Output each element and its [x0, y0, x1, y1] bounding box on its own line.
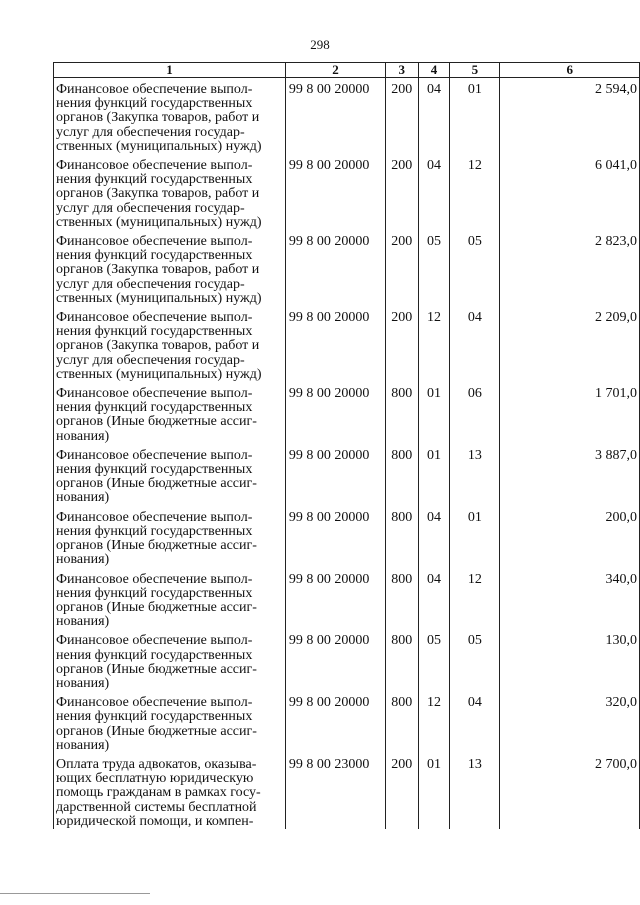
- row-vr-cell: 200: [385, 753, 418, 829]
- row-name-line: юридической помощи, и компен-: [56, 813, 254, 829]
- row-name-line: дарственной системы бесплатной: [56, 799, 257, 815]
- row-code-cell: 99 8 00 23000: [285, 753, 385, 829]
- row-pr-cell: 04: [450, 691, 500, 753]
- row-sum-cell: 200,0: [500, 506, 640, 568]
- row-pr-cell: 05: [450, 629, 500, 691]
- row-pr-cell: 01: [450, 506, 500, 568]
- row-code-cell: 99 8 00 20000: [285, 154, 385, 230]
- row-name-line: услуг для обеспечения государ-: [56, 124, 245, 140]
- row-name-cell: [54, 382, 286, 444]
- row-pr-cell: 01: [450, 78, 500, 155]
- row-name-line: нения функций государственных: [56, 172, 253, 188]
- row-name-line: ственных (муниципальных) нужд): [56, 214, 262, 230]
- row-name-line: органов (Иные бюджетные ассиг-: [56, 476, 257, 492]
- row-vr-cell: 800: [385, 506, 418, 568]
- row-name-line: нования): [56, 552, 110, 568]
- header-col-6: 6: [500, 63, 640, 78]
- row-vr-cell: 200: [385, 154, 418, 230]
- header-col-3: 3: [385, 63, 418, 78]
- row-vr-cell: 800: [385, 382, 418, 444]
- row-code-cell: 99 8 00 20000: [285, 506, 385, 568]
- row-name-line: органов (Закупка товаров, работ и: [56, 110, 260, 126]
- row-code-cell: 99 8 00 20000: [285, 629, 385, 691]
- row-name-line: нения функций государственных: [56, 400, 253, 416]
- row-name-line: услуг для обеспечения государ-: [56, 276, 245, 292]
- row-name-line: органов (Иные бюджетные ассиг-: [56, 538, 257, 554]
- row-name-line: Финансовое обеспечение выпол-: [56, 571, 253, 587]
- table-row: [54, 306, 640, 382]
- row-name-line: нования): [56, 737, 110, 753]
- row-name-cell: [54, 753, 286, 829]
- row-name-line: органов (Закупка товаров, работ и: [56, 262, 260, 278]
- row-rz-cell: 05: [418, 629, 450, 691]
- row-sum-cell: 2 594,0: [500, 78, 640, 155]
- row-rz-cell: 01: [418, 382, 450, 444]
- row-name-line: ющих бесплатную юридическую: [56, 771, 254, 787]
- row-vr-cell: 800: [385, 444, 418, 506]
- header-col-5: 5: [450, 63, 500, 78]
- row-name-cell: [54, 568, 286, 630]
- row-name-cell: [54, 78, 286, 155]
- row-sum-cell: 2 209,0: [500, 306, 640, 382]
- footer-rule: [0, 893, 150, 894]
- row-sum-cell: 3 887,0: [500, 444, 640, 506]
- table-header-row: [54, 63, 640, 78]
- row-name-line: нения функций государственных: [56, 248, 253, 264]
- row-rz-cell: 12: [418, 691, 450, 753]
- row-vr-cell: 200: [385, 78, 418, 155]
- row-code-cell: 99 8 00 20000: [285, 444, 385, 506]
- row-name-line: органов (Иные бюджетные ассиг-: [56, 661, 257, 677]
- row-name-line: Финансовое обеспечение выпол-: [56, 234, 253, 250]
- row-name-line: нения функций государственных: [56, 709, 253, 725]
- row-name-line: Оплата труда адвокатов, оказыва-: [56, 756, 257, 772]
- row-rz-cell: 04: [418, 568, 450, 630]
- row-name-line: услуг для обеспечения государ-: [56, 352, 245, 368]
- row-sum-cell: 1 701,0: [500, 382, 640, 444]
- row-name-line: органов (Закупка товаров, работ и: [56, 186, 260, 202]
- row-sum-cell: 2 700,0: [500, 753, 640, 829]
- row-name-cell: [54, 154, 286, 230]
- row-pr-cell: 06: [450, 382, 500, 444]
- table-row: [54, 506, 640, 568]
- row-sum-cell: 6 041,0: [500, 154, 640, 230]
- row-name-line: нения функций государственных: [56, 585, 253, 601]
- row-name-cell: [54, 629, 286, 691]
- row-name-line: помощь гражданам в рамках госу-: [56, 785, 261, 801]
- row-name-line: Финансовое обеспечение выпол-: [56, 633, 253, 649]
- row-name-line: ственных (муниципальных) нужд): [56, 290, 262, 306]
- row-name-line: органов (Иные бюджетные ассиг-: [56, 414, 257, 430]
- row-name-line: органов (Иные бюджетные ассиг-: [56, 723, 257, 739]
- row-name-line: Финансовое обеспечение выпол-: [56, 310, 253, 326]
- row-name-cell: [54, 306, 286, 382]
- table-row: [54, 629, 640, 691]
- row-name-line: услуг для обеспечения государ-: [56, 200, 245, 216]
- row-pr-cell: 12: [450, 154, 500, 230]
- row-name-line: нения функций государственных: [56, 523, 253, 539]
- row-name-line: Финансовое обеспечение выпол-: [56, 695, 253, 711]
- table-row: [54, 230, 640, 306]
- row-name-line: нения функций государственных: [56, 324, 253, 340]
- row-code-cell: 99 8 00 20000: [285, 230, 385, 306]
- row-name-line: нования): [56, 614, 110, 630]
- row-name-line: органов (Иные бюджетные ассиг-: [56, 599, 257, 615]
- row-sum-cell: 320,0: [500, 691, 640, 753]
- row-name-line: органов (Закупка товаров, работ и: [56, 338, 260, 354]
- header-col-2: 2: [285, 63, 385, 78]
- row-name-line: нения функций государственных: [56, 647, 253, 663]
- row-vr-cell: 800: [385, 629, 418, 691]
- table-row: [54, 568, 640, 630]
- row-rz-cell: 12: [418, 306, 450, 382]
- row-name-line: нования): [56, 675, 110, 691]
- budget-table: [53, 62, 640, 829]
- row-rz-cell: 01: [418, 444, 450, 506]
- table-row: [54, 154, 640, 230]
- row-name-cell: [54, 691, 286, 753]
- row-name-line: ственных (муниципальных) нужд): [56, 366, 262, 382]
- row-name-cell: [54, 506, 286, 568]
- row-vr-cell: 200: [385, 230, 418, 306]
- row-name-line: Финансовое обеспечение выпол-: [56, 447, 253, 463]
- row-rz-cell: 04: [418, 154, 450, 230]
- row-pr-cell: 12: [450, 568, 500, 630]
- row-name-cell: [54, 230, 286, 306]
- table-row: [54, 444, 640, 506]
- table-row: [54, 753, 640, 829]
- row-vr-cell: 800: [385, 691, 418, 753]
- row-name-line: нования): [56, 490, 110, 506]
- row-code-cell: 99 8 00 20000: [285, 568, 385, 630]
- row-sum-cell: 130,0: [500, 629, 640, 691]
- header-col-4: 4: [418, 63, 450, 78]
- table-row: [54, 691, 640, 753]
- row-code-cell: 99 8 00 20000: [285, 78, 385, 155]
- table-row: [54, 382, 640, 444]
- row-name-cell: [54, 444, 286, 506]
- row-name-line: Финансовое обеспечение выпол-: [56, 82, 253, 97]
- row-name-line: нования): [56, 428, 110, 444]
- row-name-line: Финансовое обеспечение выпол-: [56, 158, 253, 174]
- row-sum-cell: 2 823,0: [500, 230, 640, 306]
- row-pr-cell: 13: [450, 753, 500, 829]
- row-name-line: ственных (муниципальных) нужд): [56, 138, 262, 154]
- row-pr-cell: 05: [450, 230, 500, 306]
- row-pr-cell: 13: [450, 444, 500, 506]
- row-rz-cell: 04: [418, 506, 450, 568]
- row-vr-cell: 800: [385, 568, 418, 630]
- row-pr-cell: 04: [450, 306, 500, 382]
- row-rz-cell: 01: [418, 753, 450, 829]
- row-name-line: нения функций государственных: [56, 96, 253, 112]
- header-col-1: 1: [54, 63, 286, 78]
- row-rz-cell: 05: [418, 230, 450, 306]
- row-code-cell: 99 8 00 20000: [285, 306, 385, 382]
- row-vr-cell: 200: [385, 306, 418, 382]
- table-row: [54, 78, 640, 155]
- row-rz-cell: 04: [418, 78, 450, 155]
- row-name-line: Финансовое обеспечение выпол-: [56, 386, 253, 402]
- row-name-line: нения функций государственных: [56, 462, 253, 478]
- page-number: 298: [310, 37, 330, 52]
- row-code-cell: 99 8 00 20000: [285, 382, 385, 444]
- row-code-cell: 99 8 00 20000: [285, 691, 385, 753]
- row-sum-cell: 340,0: [500, 568, 640, 630]
- row-name-line: Финансовое обеспечение выпол-: [56, 509, 253, 525]
- table-body: [54, 78, 640, 829]
